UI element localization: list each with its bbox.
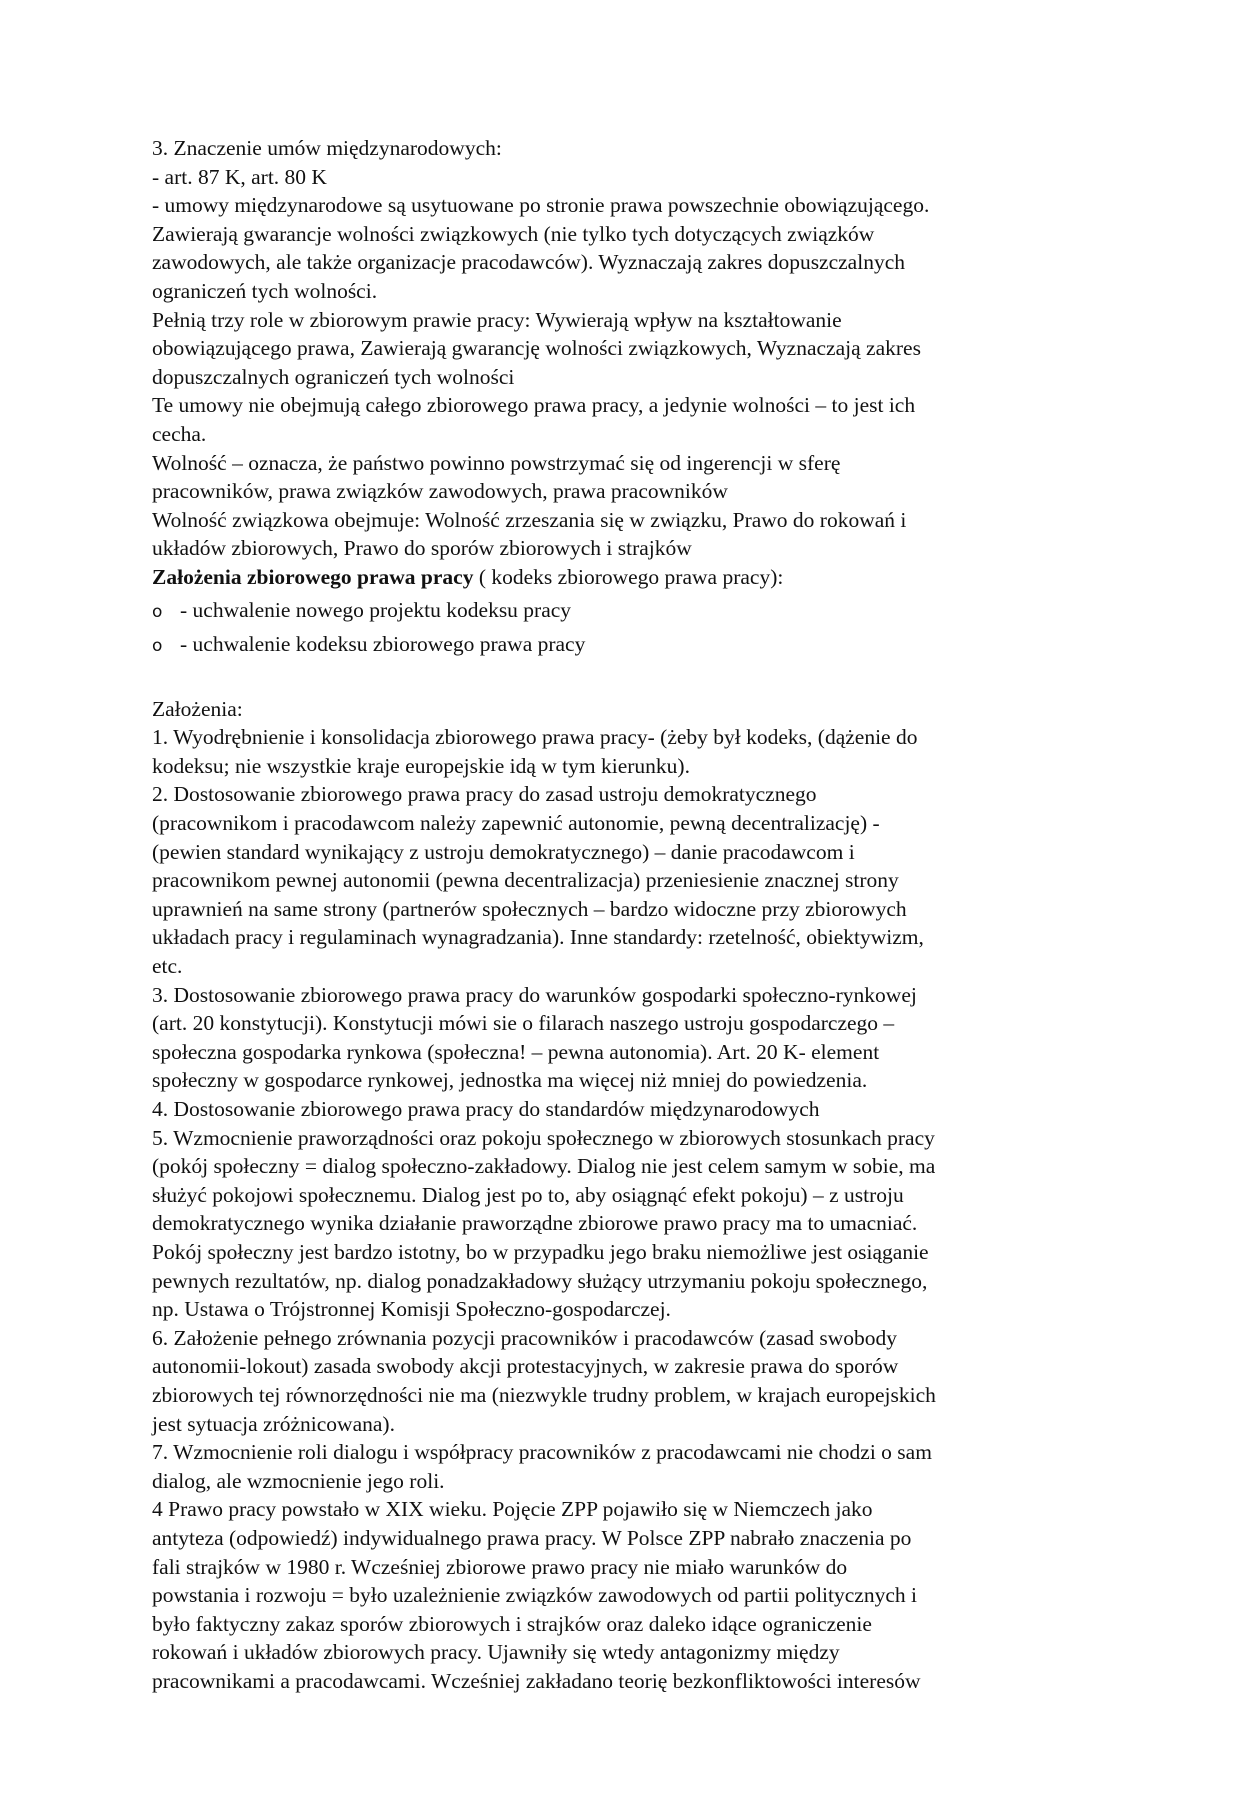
paragraph-cecha	[152, 391, 1082, 448]
paragraph-line: (pracownikom i pracodawcom należy zapewnić autonomie, pewną decentralizację) -	[152, 811, 880, 836]
paragraph-line: dialog, ale wzmocnienie jego roli.	[152, 1468, 445, 1493]
item-7	[152, 1438, 1082, 1495]
paragraph-line: (art. 20 konstytucji). Konstytucji mówi sie o filarach naszego ustroju gospodarczego –	[152, 1011, 895, 1036]
document-page	[152, 134, 1082, 1695]
paragraph-line: układów zbiorowych, Prawo do sporów zbiorowych i strajków	[152, 536, 692, 561]
paragraph-line: 4 Prawo pracy powstało w XIX wieku. Pojęcie ZPP pojawiło się w Niemczech jako	[152, 1497, 873, 1522]
paragraph-line: etc.	[152, 954, 183, 979]
paragraph-wolnosc	[152, 449, 1082, 506]
item-5	[152, 1124, 1082, 1324]
paragraph-line: ograniczeń tych wolności.	[152, 278, 378, 303]
paragraph-role	[152, 306, 1082, 392]
zalozenia-heading-bold: Założenia zbiorowego prawa pracy	[152, 564, 474, 589]
paragraph-line: uprawnień na same strony (partnerów społecznych – bardzo widoczne przy zbiorowych	[152, 896, 907, 921]
paragraph-line: zbiorowych tej równorzędności nie ma (niezwykle trudny problem, w krajach europejskich	[152, 1382, 936, 1407]
paragraph-line: demokratycznego wynika działanie praworządne zbiorowe prawo pracy ma to umacniać.	[152, 1211, 918, 1236]
paragraph-line: autonomii-lokout) zasada swobody akcji protestacyjnych, w zakresie prawa do sporów	[152, 1354, 899, 1379]
zalozenia-heading	[152, 563, 1082, 592]
paragraph-wolnosc-zwiazkowa	[152, 506, 1082, 563]
paragraph-line: 2. Dostosowanie zbiorowego prawa pracy do zasad ustroju demokratycznego	[152, 782, 817, 807]
paragraph-line: społeczny w gospodarce rynkowej, jednostka ma więcej niż mniej do powiedzenia.	[152, 1068, 868, 1093]
paragraph-line: pewnych rezultatów, np. dialog ponadzakładowy służący utrzymaniu pokoju społecznego,	[152, 1268, 928, 1293]
paragraph-line: dopuszczalnych ograniczeń tych wolności	[152, 364, 515, 389]
paragraph-line: 3. Dostosowanie zbiorowego prawa pracy do warunków gospodarki społeczno-rynkowej	[152, 982, 917, 1007]
paragraph-line: Pokój społeczny jest bardzo istotny, bo w przypadku jego braku niemożliwe jest osiąganie	[152, 1239, 929, 1264]
item-3	[152, 981, 1082, 1095]
paragraph-line: Wolność związkowa obejmuje: Wolność zrzeszania się w związku, Prawo do rokowań i	[152, 507, 907, 532]
paragraph-line: było faktyczny zakaz sporów zbiorowych i strajków oraz daleko idące ograniczenie	[152, 1611, 872, 1636]
section-4	[152, 1495, 1082, 1695]
list-item-text: - uchwalenie kodeksu zbiorowego prawa pracy	[180, 632, 586, 657]
item-1	[152, 723, 1082, 780]
zalozenia-heading-rest: ( kodeks zbiorowego prawa pracy):	[473, 564, 784, 589]
paragraph-line: powstania i rozwoju = było uzależnienie związków zawodowych od partii politycznych i	[152, 1583, 917, 1608]
paragraph-line: 1. Wyodrębnienie i konsolidacja zbiorowego prawa pracy- (żeby był kodeks, (dążenie do	[152, 725, 918, 750]
paragraph-line: kodeksu; nie wszystkie kraje europejskie idą w tym kierunku).	[152, 753, 690, 778]
paragraph-umowy	[152, 191, 1082, 305]
paragraph-line: pracownikami a pracodawcami. Wcześniej zakładano teorię bezkonfliktowości interesów	[152, 1668, 921, 1693]
paragraph-line: fali strajków w 1980 r. Wcześniej zbiorowe prawo pracy nie miało warunków do	[152, 1554, 848, 1579]
paragraph-line: antyteza (odpowiedź) indywidualnego prawa pracy. W Polsce ZPP nabrało znaczenia po	[152, 1525, 912, 1550]
item-4	[152, 1095, 1082, 1124]
paragraph-line: zawodowych, ale także organizacje pracodawców). Wyznaczają zakres dopuszczalnych	[152, 250, 905, 275]
item-6	[152, 1324, 1082, 1438]
paragraph-line: Zawierają gwarancje wolności związkowych (nie tylko tych dotyczących związków	[152, 221, 875, 246]
item-2	[152, 780, 1082, 980]
paragraph-line: np. Ustawa o Trójstronnej Komisji Społeczno-gospodarczej.	[152, 1297, 671, 1322]
article-reference: - art. 87 K, art. 80 K	[152, 164, 327, 189]
list-item	[152, 596, 1082, 627]
zalozenia-label: Założenia:	[152, 696, 243, 721]
paragraph-line: (pokój społeczny = dialog społeczno-zakładowy. Dialog nie jest celem samym w sobie, ma	[152, 1154, 936, 1179]
paragraph-line: Te umowy nie obejmują całego zbiorowego prawa pracy, a jedynie wolności – to jest ich	[152, 393, 916, 418]
list-item	[152, 630, 1082, 661]
paragraph-line: Wolność – oznacza, że państwo powinno powstrzymać się od ingerencji w sferę	[152, 450, 841, 475]
paragraph-line: (pewien standard wynikający z ustroju demokratycznego) – danie pracodawcom i	[152, 839, 855, 864]
paragraph-line: 6. Założenie pełnego zrównania pozycji pracowników i pracodawców (zasad swobody	[152, 1325, 898, 1350]
paragraph-line: 4. Dostosowanie zbiorowego prawa pracy do standardów międzynarodowych	[152, 1097, 820, 1121]
section-heading: 3. Znaczenie umów międzynarodowych:	[152, 136, 502, 160]
paragraph-line: jest sytuacja zróżnicowana).	[152, 1411, 395, 1436]
paragraph-line: układach pracy i regulaminach wynagradzania). Inne standardy: rzetelność, obiektywizm,	[152, 925, 924, 950]
paragraph-line: służyć pokojowi społecznemu. Dialog jest po to, aby osiągnąć efekt pokoju) – z ustroju	[152, 1182, 904, 1207]
bullet-icon: o	[152, 601, 163, 622]
paragraph-line: - umowy międzynarodowe są usytuowane po stronie prawa powszechnie obowiązującego.	[152, 193, 930, 218]
paragraph-line: pracowników, prawa związków zawodowych, prawa pracowników	[152, 479, 728, 504]
paragraph-line: 7. Wzmocnienie roli dialogu i współpracy pracowników z pracodawcami nie chodzi o sam	[152, 1440, 932, 1465]
paragraph-line: pracownikom pewnej autonomii (pewna decentralizacja) przeniesienie znacznej strony	[152, 868, 899, 893]
paragraph-line: społeczna gospodarka rynkowa (społeczna! – pewna autonomia). Art. 20 K- element	[152, 1039, 880, 1064]
bullet-icon: o	[152, 636, 163, 657]
list-item-text: - uchwalenie nowego projektu kodeksu pracy	[180, 597, 572, 622]
paragraph-line: rokowań i układów zbiorowych pracy. Ujawniły się wtedy antagonizmy między	[152, 1640, 840, 1665]
paragraph-line: Pełnią trzy role w zbiorowym prawie pracy: Wywierają wpływ na kształtowanie	[152, 307, 842, 332]
paragraph-line: 5. Wzmocnienie praworządności oraz pokoju społecznego w zbiorowych stosunkach pracy	[152, 1125, 935, 1150]
paragraph-line: cecha.	[152, 421, 207, 446]
paragraph-line: obowiązującego prawa, Zawierają gwarancję wolności związkowych, Wyznaczają zakres	[152, 336, 921, 361]
